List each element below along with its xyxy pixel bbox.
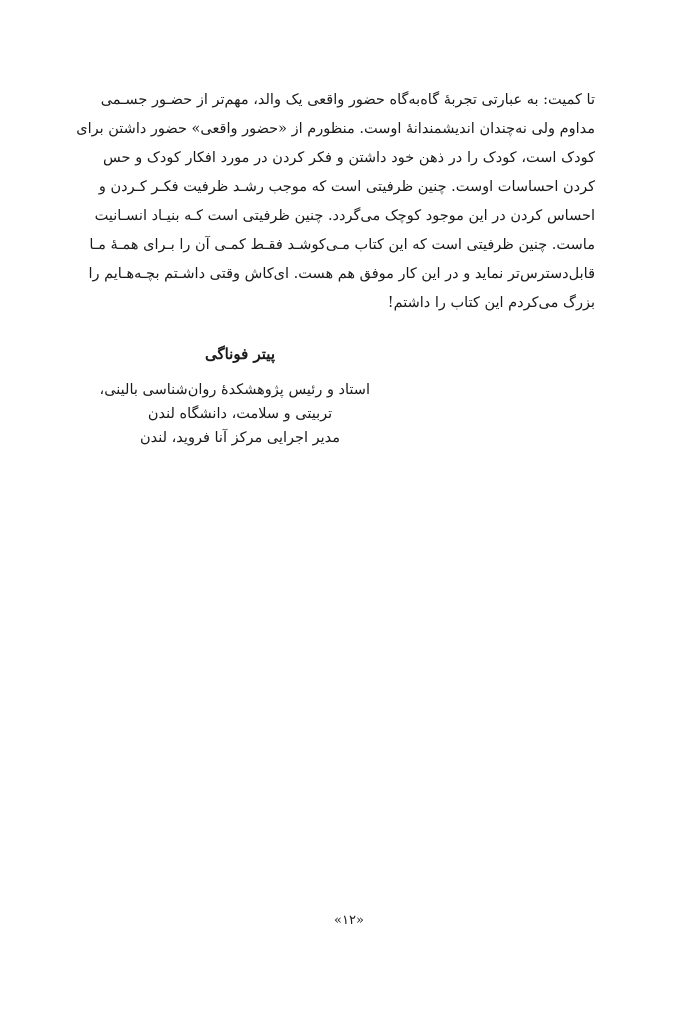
paragraph-line: ماست. چنین ظرفیتی است که این کتاب مـی‌کوشـد فقـط کمـی آن را بـرای همـهٔ مـا	[89, 237, 595, 253]
author-affiliation	[99, 378, 370, 450]
paragraph-line: تا کمیت: به عبارتی تجربهٔ گاه‌به‌گاه حضور واقعی یک والد، مهم‌تر از حضـور جسـمی	[100, 92, 595, 108]
paragraph-line: کودک است، کودک را در ذهن خود داشتن و فکر کردن در مورد افکار کودک و حس	[103, 150, 595, 166]
author-name: پیتر فوناگی	[204, 345, 276, 363]
affiliation-line: استاد و رئیس پژوهشکدهٔ روان‌شناسی بالینی،	[99, 382, 370, 398]
paragraph-line: بزرگ می‌کردم این کتاب را داشتم!	[387, 295, 595, 311]
paragraph-line: کردن احساسات اوست. چنین ظرفیتی است که موجب رشـد ظرفیت فکـر کـردن و	[98, 179, 595, 195]
signature-block	[99, 342, 370, 450]
affiliation-line: مدیر اجرایی مرکز آنا فروید، لندن	[139, 430, 341, 446]
body-paragraph	[76, 86, 595, 318]
paragraph-line: قابل‌دسترس‌تر نماید و در این کار موفق هم هست. ای‌کاش وقتی داشـتم بچـه‌هـایم را	[88, 266, 595, 282]
page-number: «۱۲»	[334, 913, 364, 928]
paragraph-line: احساس کردن در این موجود کوچک می‌گردد. چنین ظرفیتی است کـه بنیـاد انسـانیت	[94, 208, 595, 224]
paragraph-line: مداوم ولی نه‌چندان اندیشمندانهٔ اوست. منظورم از «حضور واقعی» حضور داشتن برای	[76, 121, 595, 137]
affiliation-line: تربیتی و سلامت، دانشگاه لندن	[147, 406, 333, 422]
